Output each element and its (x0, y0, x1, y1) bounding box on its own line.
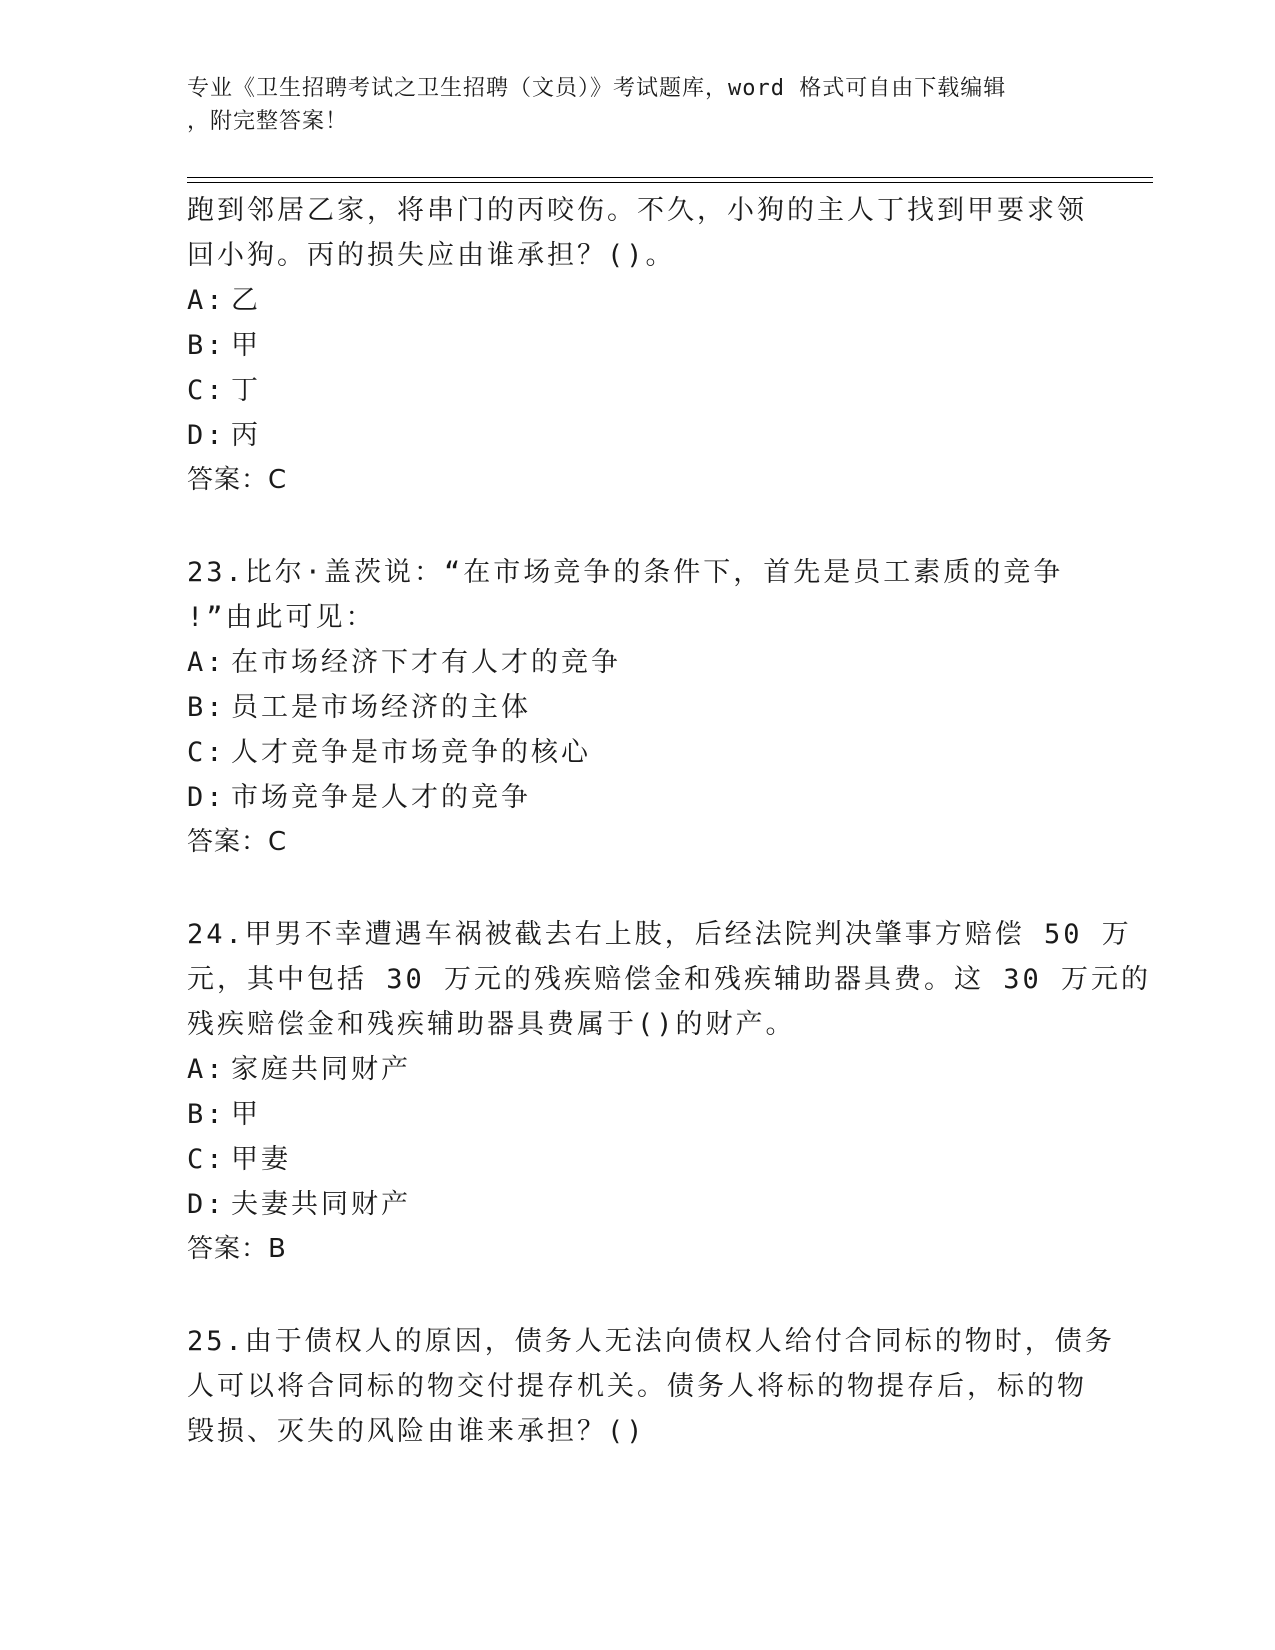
option-a (187, 278, 1067, 323)
option-a (187, 1047, 1067, 1092)
header-divider-top (187, 177, 1153, 178)
option-text: 在市场经济下才有人才的竞争 (231, 647, 621, 678)
option-a (187, 640, 1067, 685)
option-text: 甲妻 (231, 1144, 291, 1175)
spacer (187, 1272, 1067, 1319)
question-text-line: 24.甲男不幸遭遇车祸被截去右上肢，后经法院判决肇事方赔偿 50 万 (187, 919, 1132, 950)
option-d (187, 1182, 1067, 1227)
header-line-1: 专业《卫生招聘考试之卫生招聘（文员）》考试题库，word 格式可自由下载编辑 (187, 76, 1007, 101)
option-text: 夫妻共同财产 (231, 1189, 411, 1220)
option-c (187, 1137, 1067, 1182)
question-23 (187, 550, 1067, 865)
option-text: 乙 (231, 285, 261, 316)
option-key: A: (187, 1054, 226, 1085)
option-text: 甲 (231, 1099, 261, 1130)
option-text: 丁 (231, 375, 261, 406)
option-key: B: (187, 1099, 226, 1130)
option-b (187, 685, 1067, 730)
option-key: C: (187, 1144, 226, 1175)
question-text-line: 回小狗。丙的损失应由谁承担？()。 (187, 240, 676, 271)
question-text-line: !”由此可见： (187, 602, 376, 633)
option-key: A: (187, 285, 226, 316)
question-22 (187, 188, 1087, 503)
document-header (187, 72, 1067, 138)
option-text: 丙 (231, 420, 261, 451)
option-b (187, 323, 1067, 368)
option-text: 家庭共同财产 (231, 1054, 411, 1085)
question-text-line: 25.由于债权人的原因，债务人无法向债权人给付合同标的物时，债务 (187, 1326, 1115, 1357)
option-key: D: (187, 782, 226, 813)
question-text-line: 残疾赔偿金和残疾辅助器具费属于()的财产。 (187, 1009, 796, 1040)
option-key: D: (187, 1189, 226, 1220)
question-24 (187, 912, 1152, 1272)
option-d (187, 413, 1067, 458)
question-text-line: 23.比尔·盖茨说：“在市场竞争的条件下，首先是员工素质的竞争 (187, 557, 1064, 588)
header-line-2: ，附完整答案！ (187, 109, 349, 134)
option-key: D: (187, 420, 226, 451)
option-d (187, 775, 1067, 820)
option-c (187, 368, 1067, 413)
spacer (187, 865, 1067, 912)
question-text-line: 跑到邻居乙家，将串门的丙咬伤。不久，小狗的主人丁找到甲要求领 (187, 195, 1087, 226)
option-c (187, 730, 1067, 775)
header-divider-bottom (187, 182, 1153, 183)
option-key: B: (187, 330, 226, 361)
answer-line: 答案：B (187, 1234, 287, 1264)
option-key: C: (187, 375, 226, 406)
option-text: 员工是市场经济的主体 (231, 692, 531, 723)
question-25 (187, 1319, 1115, 1454)
option-key: A: (187, 647, 226, 678)
question-text-line: 元，其中包括 30 万元的残疾赔偿金和残疾辅助器具费。这 30 万元的 (187, 964, 1152, 995)
option-text: 甲 (231, 330, 261, 361)
question-list (187, 188, 1152, 1454)
answer-line: 答案：C (187, 465, 288, 495)
option-key: C: (187, 737, 226, 768)
question-text-line: 毁损、灭失的风险由谁来承担？() (187, 1416, 646, 1447)
answer-line: 答案：C (187, 827, 288, 857)
option-text: 人才竞争是市场竞争的核心 (231, 737, 591, 768)
spacer (187, 503, 1067, 550)
option-text: 市场竞争是人才的竞争 (231, 782, 531, 813)
option-b (187, 1092, 1067, 1137)
option-key: B: (187, 692, 226, 723)
question-text-line: 人可以将合同标的物交付提存机关。债务人将标的物提存后，标的物 (187, 1371, 1087, 1402)
